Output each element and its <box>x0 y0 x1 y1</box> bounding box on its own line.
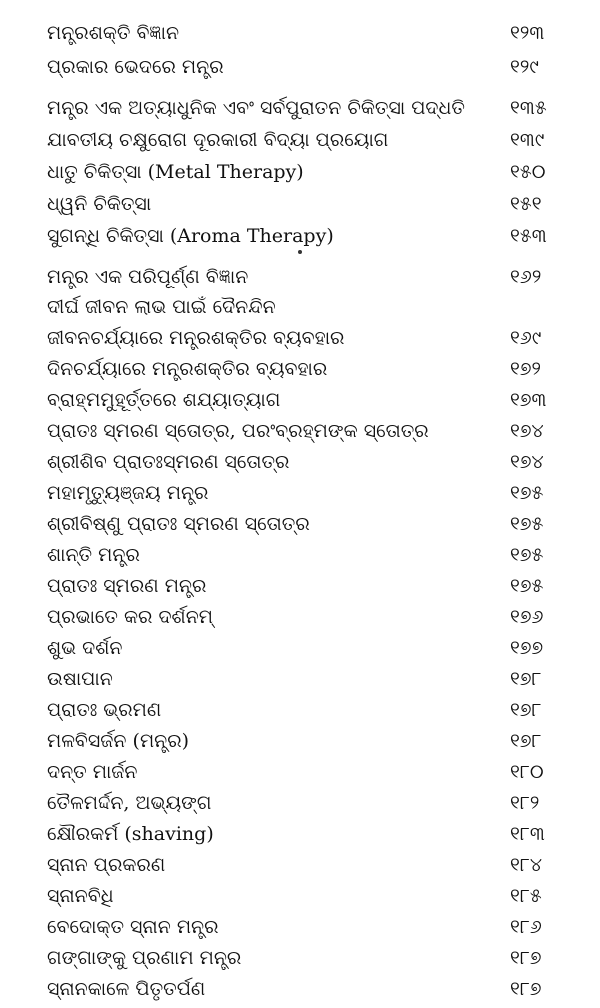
toc-entry-page: ୧୭୮ <box>510 699 542 721</box>
toc-entry-title: ସୁଗନ୍ଧି ଚିକିତ୍ସା (Aroma Therapy) <box>47 225 334 247</box>
toc-entry-page: ୧୮୭ <box>510 947 542 969</box>
toc-entry-title: ଶ୍ରୀଶିବ ପ୍ରାତଃସ୍ମରଣ ସ୍ତୋତ୍ର <box>47 451 290 473</box>
toc-entry <box>0 757 600 787</box>
toc-entry-page: ୧୭୮ <box>510 730 542 752</box>
toc-entry-title: ଶୁଭ ଦର୍ଶନ <box>47 637 123 659</box>
toc-entry <box>0 788 600 818</box>
toc-entry <box>0 974 600 1004</box>
toc-entry <box>0 695 600 725</box>
toc-entry-title: ବେଦୋକ୍ତ ସ୍ନାନ ମନ୍ତ୍ର <box>47 916 219 938</box>
toc-entry-title: ସ୍ନାନ ପ୍ରକରଣ <box>47 854 166 876</box>
toc-entry <box>0 881 600 911</box>
toc-entry <box>0 125 600 155</box>
toc-entry-page: ୧୫୩ <box>510 225 547 247</box>
toc-entry <box>0 292 600 322</box>
toc-entry-title: ଦିନଚର୍ଯ୍ୟାରେ ମନ୍ତ୍ରଶକ୍ତିର ବ୍ୟବହାର <box>47 358 328 380</box>
toc-entry <box>0 478 600 508</box>
toc-entry <box>0 509 600 539</box>
toc-entry-page: ୧୭୫ <box>510 482 544 504</box>
toc-entry-title: ଜୀବନଚର୍ଯ୍ୟାରେ ମନ୍ତ୍ରଶକ୍ତିର ବ୍ୟବହାର <box>47 327 345 349</box>
toc-entry-page: ୧୭୫ <box>510 544 544 566</box>
toc-entry-page: ୧୮୪ <box>510 854 542 876</box>
ink-speck <box>298 250 302 254</box>
toc-entry-title: ଶାନ୍ତି ମନ୍ତ୍ର <box>47 544 140 566</box>
toc-entry-title: ମନ୍ତ୍ର ଏକ ଅତ୍ୟାଧୁନିକ ଏବଂ ସର୍ବପୁରାତନ ଚିକିତ୍ସା ପଦ୍ଧତି <box>47 97 465 119</box>
toc-entry <box>0 221 600 251</box>
toc-entry-page: ୧୭୪ <box>510 420 544 442</box>
toc-entry-page: ୧୮୨ <box>510 792 540 814</box>
toc-entry-title: ପ୍ରାତଃ ସ୍ମରଣ ସ୍ତୋତ୍ର, ପରଂବ୍ରହ୍ମଙ୍କ ସ୍ତୋତ୍ର <box>47 420 429 442</box>
toc-entry <box>0 323 600 353</box>
toc-entry <box>0 189 600 219</box>
toc-entry <box>0 385 600 415</box>
toc-entry <box>0 447 600 477</box>
toc-entry <box>0 18 600 48</box>
toc-entry <box>0 633 600 663</box>
toc-entry-title: ଦନ୍ତ ମାର୍ଜନ <box>47 761 138 783</box>
toc-entry-title: ପ୍ରକାର ଭେଦରେ ମନ୍ତ୍ର <box>47 56 224 78</box>
toc-entry-page: ୧୭୫ <box>510 575 544 597</box>
toc-entry-page: ୧୬୨ <box>510 266 542 288</box>
toc-entry-page: ୧୭୨ <box>510 358 541 380</box>
toc-entry <box>0 93 600 123</box>
toc-entry <box>0 354 600 384</box>
toc-entry-title: ପ୍ରାତଃ ସ୍ମରଣ ମନ୍ତ୍ର <box>47 575 207 597</box>
toc-entry-page: ୧୮୬ <box>510 916 542 938</box>
toc-entry-page: ୧୭୪ <box>510 451 544 473</box>
toc-entry <box>0 943 600 973</box>
toc-entry <box>0 416 600 446</box>
toc-entry <box>0 571 600 601</box>
toc-entry-title: ଧାତୁ ଚିକିତ୍ସା (Metal Therapy) <box>47 161 304 183</box>
toc-entry-page: ୧୨୩ <box>510 22 545 44</box>
toc-entry-page: ୧୩୫ <box>510 97 547 119</box>
toc-entry-title: ଧ୍ୱନି ଚିକିତ୍ସା <box>47 193 152 215</box>
toc-entry-title: ଯାବତୀୟ ଚକ୍ଷୁରୋଗ ଦୂରକାରୀ ବିଦ୍ୟା ପ୍ରୟୋଗ <box>47 129 389 151</box>
toc-entry-title: କ୍ଷୌରକର୍ମ (shaving) <box>47 823 214 845</box>
toc-entry <box>0 52 600 82</box>
toc-entry-page: ୧୮୩ <box>510 823 545 845</box>
toc-entry-title: ତୈଳମର୍ଦ୍ଦନ, ଅଭ୍ୟଙ୍ଗ <box>47 792 212 814</box>
toc-entry <box>0 157 600 187</box>
toc-entry-title: ମନ୍ତ୍ର ଏକ ପରିପୂର୍ଣ୍ଣ ବିଜ୍ଞାନ <box>47 266 249 288</box>
toc-entry-page: ୧୨୯ <box>510 56 539 78</box>
toc-entry-title: ପ୍ରଭାତେ କର ଦର୍ଶନମ୍ <box>47 606 213 628</box>
toc-entry <box>0 664 600 694</box>
toc-entry-page: ୧୫୦ <box>510 161 546 183</box>
toc-entry-title: ବ୍ରାହ୍ମମୁହୂର୍ତ୍ତରେ ଶଯ୍ୟାତ୍ୟାଗ <box>47 389 281 411</box>
toc-entry-title: ଶ୍ରୀବିଷ୍ଣୁ ପ୍ରାତଃ ସ୍ମରଣ ସ୍ତୋତ୍ର <box>47 513 310 535</box>
toc-entry-page: ୧୭୩ <box>510 389 547 411</box>
toc-entry-page: ୧୭୭ <box>510 637 544 659</box>
toc-entry-page: ୧୮୦ <box>510 761 544 783</box>
toc-entry <box>0 726 600 756</box>
toc-entry-title: ମନ୍ତ୍ରଶକ୍ତି ବିଜ୍ଞାନ <box>47 22 180 44</box>
toc-entry <box>0 602 600 632</box>
toc-entry-page: ୧୭୬ <box>510 606 544 628</box>
toc-entry <box>0 540 600 570</box>
toc-entry-title: ମହାମୃତ୍ୟୁଞ୍ଜୟ ମନ୍ତ୍ର <box>47 482 209 504</box>
toc-entry-title: ଗଙ୍ଗାଙ୍କୁ ପ୍ରଣାମ ମନ୍ତ୍ର <box>47 947 242 969</box>
toc-entry-title: ସ୍ନାନବିଧି <box>47 885 114 907</box>
toc-entry-title: ପ୍ରାତଃ ଭ୍ରମଣ <box>47 699 162 721</box>
toc-entry-page: ୧୩୯ <box>510 129 545 151</box>
toc-entry-title: ମଳବିସର୍ଜନ (ମନ୍ତ୍ର) <box>47 730 190 752</box>
toc-entry-page: ୧୭୫ <box>510 513 544 535</box>
toc-entry-page: ୧୬୯ <box>510 327 542 349</box>
toc-entry-title: ସ୍ନାନକାଳେ ପିତୃତର୍ପଣ <box>47 978 206 1000</box>
toc-entry <box>0 819 600 849</box>
toc-entry <box>0 850 600 880</box>
toc-entry <box>0 262 600 292</box>
toc-entry-page: ୧୮୫ <box>510 885 542 907</box>
toc-entry-title: ଦୀର୍ଘ ଜୀବନ ଲାଭ ପାଇଁ ଦୈନନ୍ଦିନ <box>47 296 276 318</box>
toc-entry-page: ୧୮୭ <box>510 978 542 1000</box>
toc-entry-title: ଉଷାପାନ <box>47 668 113 690</box>
toc-entry-page: ୧୭୮ <box>510 668 542 690</box>
toc-entry <box>0 912 600 942</box>
toc-entry-page: ୧୫୧ <box>510 193 542 215</box>
